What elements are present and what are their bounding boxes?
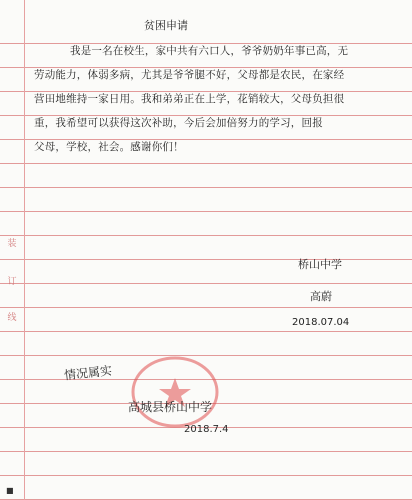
document-title: 贫困申请 [144,19,188,32]
application-date: 2018.07.04 [292,317,350,328]
approval-note: 情况属实 [63,363,113,383]
approval-date: 2018.7.4 [184,424,229,435]
binding-char-zhuang: 装 [7,239,17,249]
student-name: 高蔚 [310,290,332,303]
body-line-2: 劳动能力，体弱多病，尤其是爷爷腿不好，父母都是农民，在家经 [34,69,345,81]
body-line-1: 我是一名在校生，家中共有六口人，爷爷奶奶年事已高，无 [70,45,349,57]
school-name: 桥山中学 [298,258,342,271]
body-line-5: 父母，学校，社会。感谢你们！ [34,141,184,153]
official-seal [120,352,230,432]
binding-char-ding: 订 [7,277,17,287]
margin-rule [24,0,25,500]
body-line-3: 营田地维持一家日用。我和弟弟正在上学，花销较大，父母负担很 [34,93,345,105]
body-line-4: 重，我希望可以获得这次补助，今后会加倍努力的学习，回报 [34,117,323,129]
binding-char-xian: 线 [7,313,17,323]
corner-mark: ■ [6,486,14,495]
approver-name: 高城县桥山中学 [128,400,213,414]
